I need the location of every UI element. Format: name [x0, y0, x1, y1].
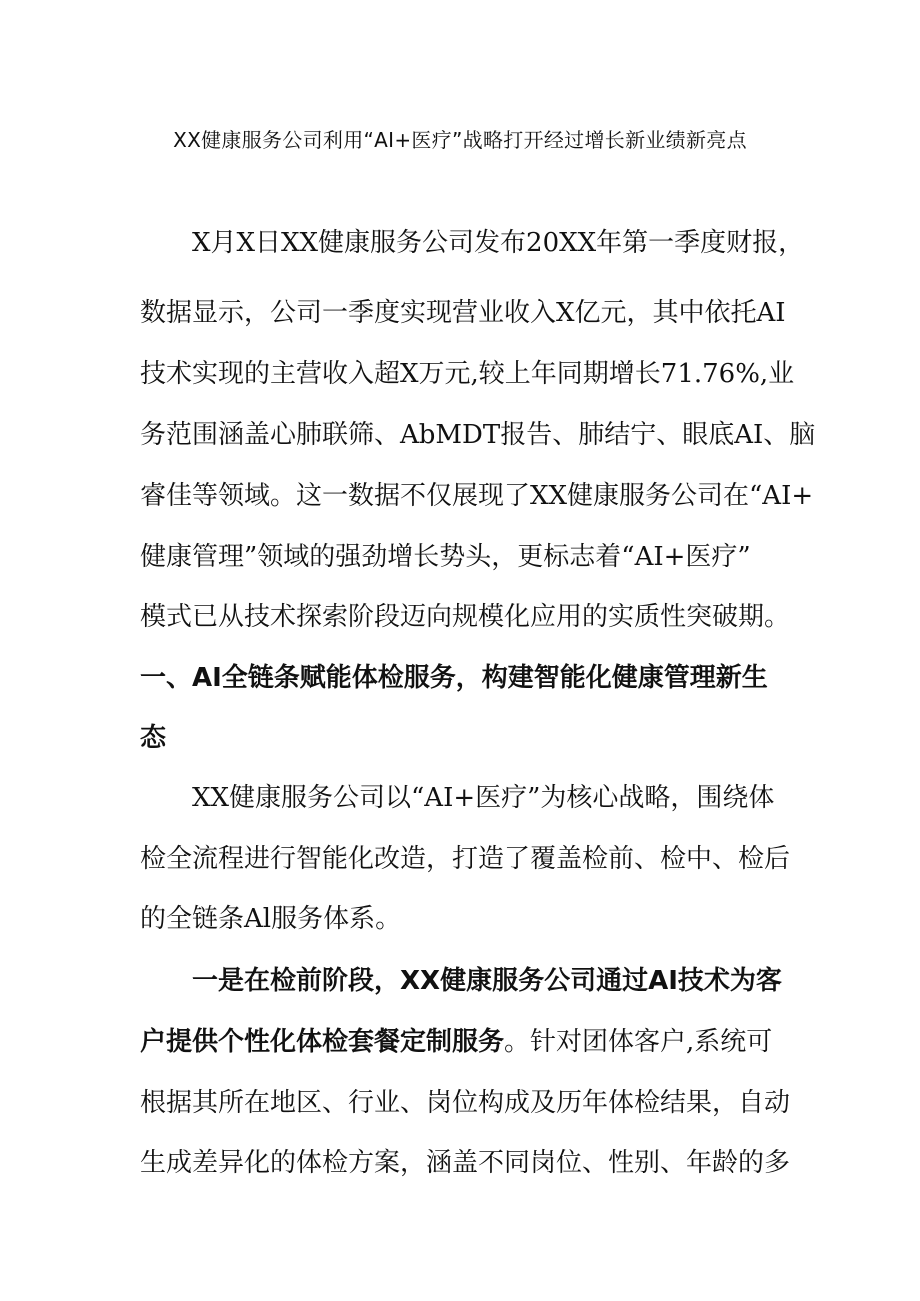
paragraph-3-bold-lead: 一是在检前阶段，XX健康服务公司通过AI技术为客	[192, 966, 782, 996]
paragraph-1-line-5: 睿佳等领域。这一数据不仅展现了XX健康服务公司在“AI+	[140, 481, 814, 511]
document-title: XX健康服务公司利用“AI+医疗”战略打开经过增长新业绩新亮点	[173, 128, 747, 152]
paragraph-1-line-2: 数据显示，公司一季度实现营业收入X亿元，其中依托AI	[140, 298, 786, 328]
paragraph-1-line-4: 务范围涵盖心肺联筛、AbMDT报告、肺结宁、眼底AI、脑	[140, 420, 816, 450]
paragraph-3-line-1	[192, 964, 782, 998]
section-heading-line-1: 一、AI全链条赋能体检服务，构建智能化健康管理新生	[140, 663, 768, 693]
paragraph-2-line-1: XX健康服务公司以“AI+医疗”为核心战略，围绕体	[192, 783, 775, 813]
paragraph-3-bold-continuation: 户提供个性化体检套餐定制服务	[140, 1027, 505, 1057]
paragraph-1-line-7: 模式已从技术探索阶段迈向规模化应用的实质性突破期。	[140, 602, 791, 632]
paragraph-1-line-3: 技术实现的主营收入超X万元,较上年同期增长71.76%,业	[140, 359, 795, 389]
paragraph-1-line-1: X月X日XX健康服务公司发布20XX年第一季度财报，	[192, 228, 805, 258]
paragraph-2-line-3: 的全链条Al服务体系。	[140, 904, 402, 934]
paragraph-3-line-2-rest: 。针对团体客户,系统可	[504, 1027, 773, 1057]
paragraph-3-line-4: 生成差异化的体检方案，涵盖不同岗位、性别、年龄的多	[140, 1148, 791, 1178]
paragraph-3-line-3: 根据其所在地区、行业、岗位构成及历年体检结果，自动	[140, 1088, 791, 1118]
section-heading-line-2: 态	[140, 723, 167, 753]
paragraph-1-line-6: 健康管理”领域的强劲增长势头，更标志着“AI+医疗”	[140, 542, 751, 572]
paragraph-3-line-2	[140, 1025, 772, 1059]
paragraph-2-line-2: 检全流程进行智能化改造，打造了覆盖检前、检中、检后	[140, 844, 791, 874]
